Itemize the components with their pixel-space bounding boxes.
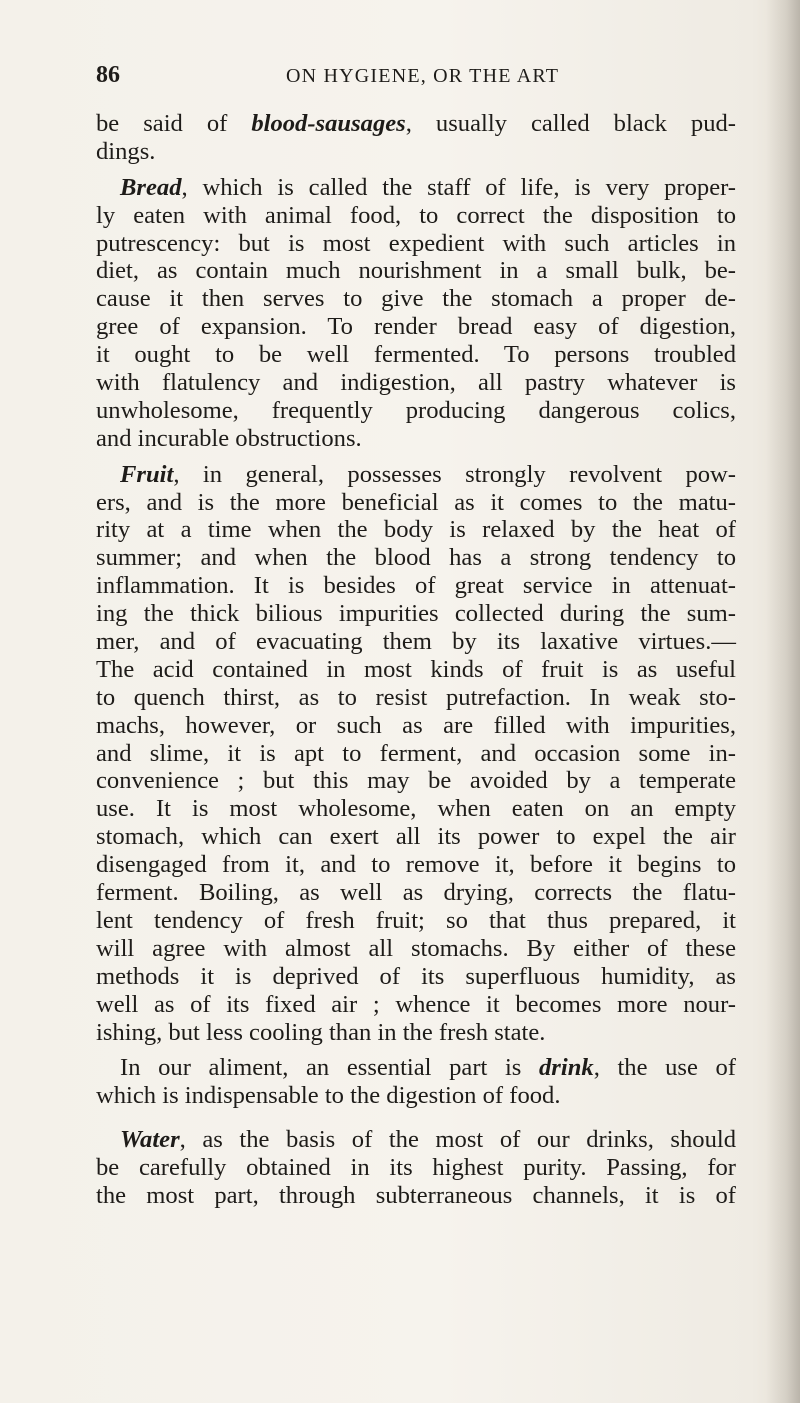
text-line: putrescency: but is most expedient with such articles in: [96, 229, 736, 257]
emphasized-term: Fruit: [120, 460, 174, 488]
text-line: Fruit, in general, possesses strongly revolvent pow-: [120, 460, 736, 488]
text-line: methods it is deprived of its superfluous humidity, as: [96, 962, 736, 990]
running-head: ON HYGIENE, OR THE ART: [286, 65, 560, 87]
text-line: cause it then serves to give the stomach a proper de-: [96, 285, 736, 313]
text-line: to quench thirst, as to resist putrefaction. In weak sto-: [96, 683, 736, 711]
text-line: inflammation. It is besides of great service in attenuat-: [96, 572, 736, 600]
text-line: be said of blood-sausages, usually called black pud-: [96, 110, 736, 137]
text-line: mer, and of evacuating them by its laxative virtues.—: [96, 628, 736, 656]
text-line: Water, as the basis of the most of our drinks, should: [120, 1126, 736, 1154]
paragraph-blood-sausages: [96, 110, 736, 166]
page-body: [96, 110, 736, 1210]
text-line: dings.: [96, 137, 156, 165]
text-line: diet, as contain much nourishment in a small bulk, be-: [96, 257, 736, 285]
text-line: Bread, which is called the staff of life, is very proper-: [120, 173, 736, 201]
text-line: ishing, but less cooling than in the fresh state.: [96, 1018, 546, 1046]
text-line: and slime, it is apt to ferment, and occasion some in-: [96, 739, 736, 767]
emphasized-term: Bread: [120, 173, 182, 201]
paragraph-drink: [96, 1054, 736, 1110]
page-header: [96, 62, 736, 102]
text-line: with flatulency and indigestion, all pastry whatever is: [96, 369, 736, 397]
text-line: be carefully obtained in its highest purity. Passing, for: [96, 1154, 736, 1182]
text-line: which is indispensable to the digestion of food.: [96, 1082, 561, 1110]
emphasized-term: drink: [539, 1054, 594, 1082]
text-line: will agree with almost all stomachs. By either of these: [96, 934, 736, 962]
text-line: The acid contained in most kinds of fruit is as useful: [96, 655, 736, 683]
page-number: 86: [96, 62, 120, 88]
text-line: ing the thick bilious impurities collected during the sum-: [96, 600, 736, 628]
paragraph-bread: [96, 174, 736, 453]
text-line: it ought to be well fermented. To persons troubled: [96, 341, 736, 369]
text-line: use. It is most wholesome, when eaten on an empty: [96, 795, 736, 823]
text-line: rity at a time when the body is relaxed by the heat of: [96, 516, 736, 544]
text-line: ers, and is the more beneficial as it comes to the matu-: [96, 488, 736, 516]
text-line: ferment. Boiling, as well as drying, corrects the flatu-: [96, 879, 736, 907]
text-line: summer; and when the blood has a strong tendency to: [96, 544, 736, 572]
text-line: unwholesome, frequently producing dangerous colics,: [96, 396, 736, 424]
text-line: In our aliment, an essential part is drink, the use of: [120, 1054, 736, 1082]
text-line: and incurable obstructions.: [96, 424, 362, 452]
text-line: convenience ; but this may be avoided by a temperate: [96, 767, 736, 795]
page-gutter-shadow: [766, 0, 800, 1403]
paragraph-fruit: [96, 461, 736, 1047]
emphasized-term: Water: [120, 1126, 180, 1154]
text-line: well as of its fixed air ; whence it becomes more nour-: [96, 990, 736, 1018]
text-line: ly eaten with animal food, to correct the disposition to: [96, 201, 736, 229]
text-line: the most part, through subterraneous channels, it is of: [96, 1181, 736, 1209]
text-line: machs, however, or such as are filled with impurities,: [96, 711, 736, 739]
text-line: stomach, which can exert all its power to expel the air: [96, 823, 736, 851]
text-line: disengaged from it, and to remove it, before it begins to: [96, 851, 736, 879]
text-line: gree of expansion. To render bread easy of digestion,: [96, 313, 736, 341]
paragraph-water: [96, 1126, 736, 1210]
emphasized-term: blood-sausages: [251, 110, 406, 137]
text-line: lent tendency of fresh fruit; so that thus prepared, it: [96, 906, 736, 934]
